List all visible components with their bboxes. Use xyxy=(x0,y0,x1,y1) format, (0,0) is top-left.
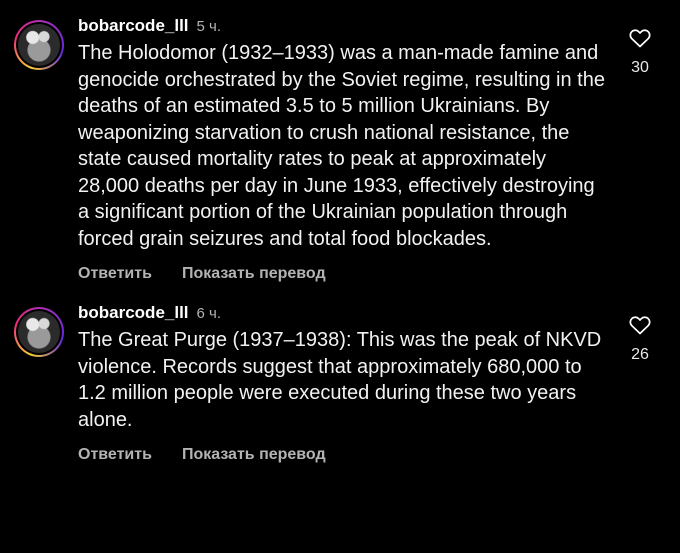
comment-text: The Great Purge (1937–1938): This was the peak of NKVD violence. Records suggest that approximately 680,000 to 1.2 million people were executed during these two years alone. xyxy=(78,329,607,431)
reply-button[interactable]: Ответить xyxy=(78,446,152,463)
comment-username[interactable]: bobarcode_lll xyxy=(78,16,189,35)
comment-body xyxy=(78,303,614,470)
like-count: 30 xyxy=(631,59,649,76)
like-column xyxy=(614,16,666,77)
avatar[interactable] xyxy=(14,307,64,357)
comment-username[interactable]: bobarcode_lll xyxy=(78,303,189,322)
heart-icon[interactable] xyxy=(628,313,652,337)
avatar-image xyxy=(18,311,60,353)
comment-actions xyxy=(78,265,606,283)
comment-timestamp: 5 ч. xyxy=(196,18,222,35)
show-translation-button[interactable]: Показать перевод xyxy=(181,265,326,282)
comment-header xyxy=(78,16,606,37)
like-count: 26 xyxy=(631,346,649,363)
avatar-ring-inner xyxy=(16,22,62,68)
comment-text: The Holodomor (1932–1933) was a man-made famine and genocide orchestrated by the Soviet regime, resulting in the deaths of an estimated 3.5 to 5 million Ukrainians. By weaponizing starvation to crush national resistance, the state caused mortality rates to peak at approximately 28,000 deaths per day in June 1933, effectively destroying a significant portion of the Ukrainian population through forced grain seizures and total food blockades. xyxy=(78,42,611,250)
avatar-ring-inner xyxy=(16,309,62,355)
comment-item xyxy=(0,10,680,289)
comment-body xyxy=(78,16,614,289)
comment-timestamp: 6 ч. xyxy=(196,305,222,322)
reply-button[interactable]: Ответить xyxy=(78,265,152,282)
heart-icon[interactable] xyxy=(628,26,652,50)
avatar-image xyxy=(18,24,60,66)
comment-actions xyxy=(78,446,606,464)
like-column xyxy=(614,303,666,364)
comment-header xyxy=(78,303,606,324)
show-translation-button[interactable]: Показать перевод xyxy=(181,446,326,463)
comment-item xyxy=(0,289,680,470)
avatar[interactable] xyxy=(14,20,64,70)
